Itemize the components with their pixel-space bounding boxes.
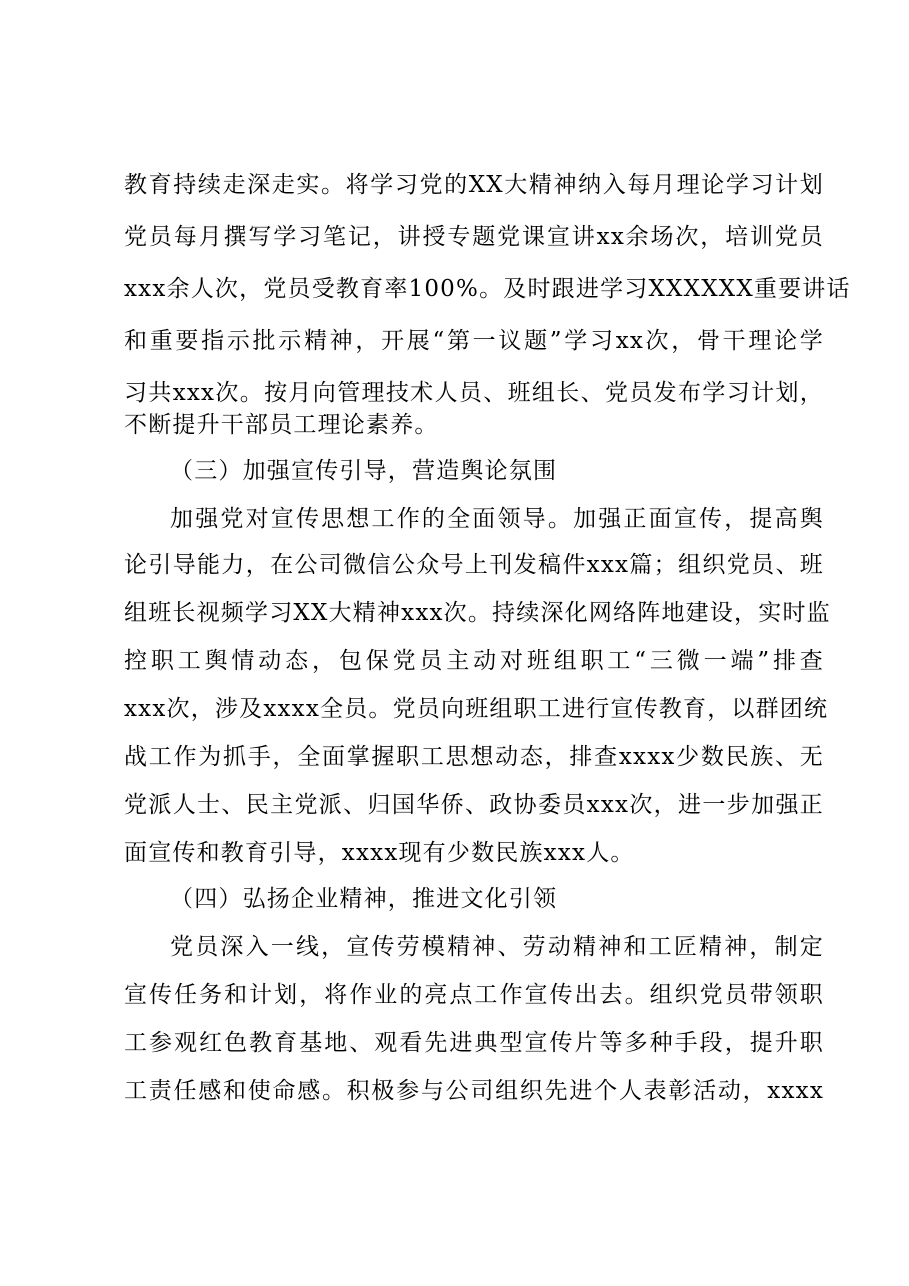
paragraph-line: 宣传任务和计划，将作业的亮点工作宣传出去。组织党员带领职 [124, 982, 824, 1008]
paragraph-line: 组班长视频学习XX大精神xxx次。持续深化网络阵地建设，实时监 [124, 600, 831, 626]
paragraph-line: 工责任感和使命感。积极参与公司组织先进个人表彰活动，xxxx [124, 1078, 824, 1104]
paragraph-line: xxx次，涉及xxxx全员。党员向班组职工进行宣传教育，以群团统 [124, 696, 829, 722]
paragraph-line: 和重要指示批示精神，开展“第一议题”学习xx次，骨干理论学 [124, 328, 824, 354]
paragraph-line: 控职工舆情动态，包保党员主动对班组职工“三微一端”排查 [124, 648, 824, 674]
paragraph-line: 战工作为抓手，全面掌握职工思想动态，排查xxxx少数民族、无 [124, 744, 824, 770]
paragraph-line: 党员每月撰写学习笔记，讲授专题党课宣讲xx余场次，培训党员 [124, 224, 824, 250]
paragraph-line: xxx余人次，党员受教育率100%。及时跟进学习XXXXXX重要讲话 [124, 276, 851, 302]
paragraph-line: 面宣传和教育引导，xxxx现有少数民族xxx人。 [124, 840, 635, 866]
paragraph-line: 不断提升干部员工理论素养。 [124, 412, 439, 438]
paragraph-line: 党员深入一线，宣传劳模精神、劳动精神和工匠精神，制定 [170, 934, 824, 960]
section-heading: （三）加强宣传引导，营造舆论氛围 [170, 458, 558, 484]
paragraph-line: 习共xxx次。按月向管理技术人员、班组长、党员发布学习计划， [124, 380, 824, 406]
paragraph-line: 党派人士、民主党派、归国华侨、政协委员xxx次，进一步加强正 [124, 792, 824, 818]
paragraph-line: 加强党对宣传思想工作的全面领导。加强正面宣传，提高舆 [170, 506, 824, 532]
paragraph-line: 工参观红色教育基地、观看先进典型宣传片等多种手段，提升职 [124, 1030, 824, 1056]
paragraph-line: 论引导能力，在公司微信公众号上刊发稿件xxx篇；组织党员、班 [124, 552, 824, 578]
paragraph-line: 教育持续走深走实。将学习党的XX大精神纳入每月理论学习计划 [124, 172, 824, 198]
section-heading: （四）弘扬企业精神，推进文化引领 [170, 886, 558, 912]
